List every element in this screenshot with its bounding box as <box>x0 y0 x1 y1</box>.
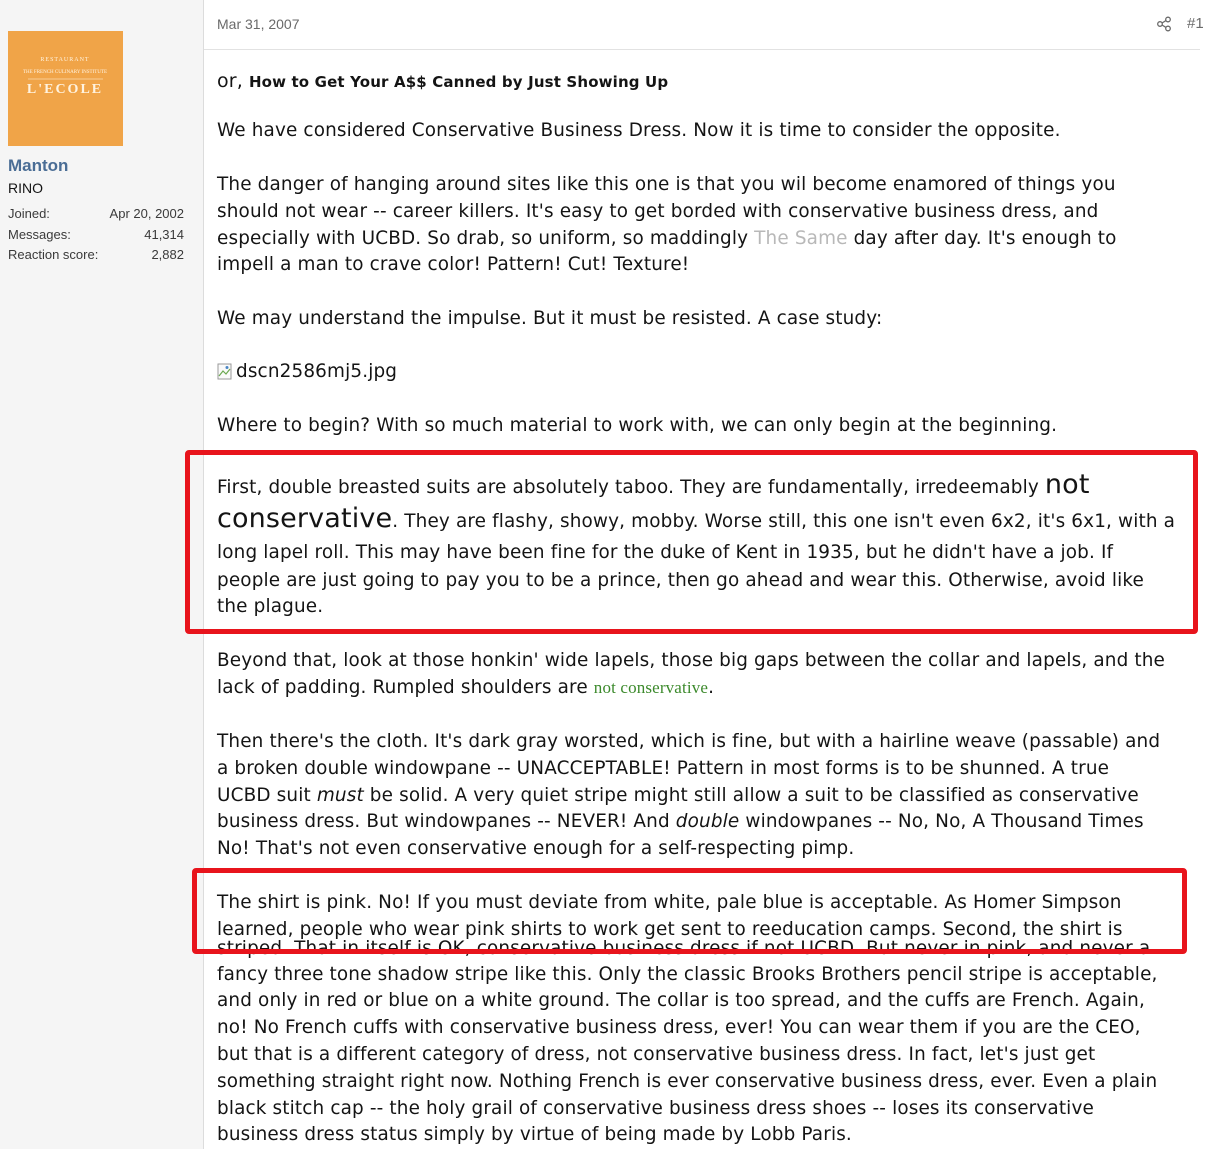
text-line: impell a man to crave color! Pattern! Cut! Texture! <box>217 254 690 276</box>
paragraph-impulse: We may understand the impulse. But it must be resisted. A case study: <box>217 308 883 329</box>
text-line: the plague. <box>217 596 324 617</box>
text-line: something straight right now. Nothing French is ever conservative business dress, ever. Even a plain <box>217 1070 1158 1092</box>
text-line: and only in red or blue on a white ground. The collar is too spread, and the cuffs are French. Again, <box>217 990 1145 1012</box>
text-line: conservative. They are flashy, showy, mobby. Worse still, this one isn't even 6x2, it's 6x1, with a <box>217 503 1176 534</box>
paragraph-intro: We have considered Conservative Business Dress. Now it is time to consider the opposite. <box>217 120 1061 141</box>
text-line: learned, people who wear pink shirts to work get sent to reeducation camps. Second, the shirt is <box>217 918 1123 940</box>
username-link[interactable]: Manton <box>8 156 69 175</box>
text-line: black stitch cap -- the holy grail of conservative business dress shoes -- loses its conservative <box>217 1097 1094 1119</box>
broken-image-icon <box>217 363 233 381</box>
avatar-logo-image <box>8 31 123 146</box>
post-date-link[interactable]: Mar 31, 2007 <box>217 16 300 32</box>
stat-value: Apr 20, 2002 <box>109 206 184 221</box>
text-line: UCBD suit must be solid. A very quiet stripe might still allow a suit to be classified as conservative <box>217 784 1139 806</box>
text-line: lack of padding. Rumpled shoulders are not conservative. <box>217 676 715 698</box>
paragraph-lapels <box>217 648 1165 702</box>
highlight-box-double-breasted <box>185 450 1198 634</box>
image-alt-text: dscn2586mj5.jpg <box>236 361 398 382</box>
highlight-box-shirt <box>192 868 1187 954</box>
post-number-link[interactable]: #1 <box>1187 15 1204 32</box>
text-line: The shirt is pink. No! If you must deviate from white, pale blue is acceptable. As Homer Simpson <box>217 892 1122 913</box>
text-line: Beyond that, look at those honkin' wide lapels, those big gaps between the collar and lapels, and the <box>217 650 1166 671</box>
post-header <box>204 0 1204 50</box>
stat-label: Reaction score: <box>8 247 99 262</box>
stat-label: Joined: <box>8 206 50 221</box>
stat-joined <box>8 204 184 225</box>
stat-reaction-score <box>8 245 184 266</box>
broken-image <box>217 359 397 386</box>
paragraph-begin: Where to begin? With so much material to work with, we can only begin at the beginning. <box>217 415 1058 436</box>
text-line: should not wear -- career killers. It's easy to get borded with conservative business dress, and <box>217 200 1099 222</box>
user-title: RINO <box>8 180 43 196</box>
post-subtitle <box>217 68 668 96</box>
stat-value: 2,882 <box>151 247 184 262</box>
user-sidebar <box>0 0 204 1149</box>
must-emphasis: must <box>316 784 364 806</box>
text-line: No! That's not even conservative enough for a self-respecting pimp. <box>217 838 855 860</box>
stat-label: Messages: <box>8 226 71 242</box>
text-line: long lapel roll. This may have been fine for the duke of Kent in 1935, but he didn't have a job. If <box>217 542 1114 563</box>
text-line: business dress status simply by virtue of being made by Lobb Paris. <box>217 1124 852 1146</box>
avatar-name-text: L'ECOLE <box>26 82 104 97</box>
the-same-text: The Same <box>754 227 848 249</box>
stat-messages <box>8 225 184 246</box>
share-icon[interactable] <box>1156 16 1172 32</box>
not-conservative-link[interactable]: not conservative <box>593 677 709 697</box>
double-emphasis: double <box>675 811 740 833</box>
subtitle-or: or, <box>217 70 243 92</box>
paragraph-danger <box>217 172 1117 279</box>
text-line: business dress. But windowpanes -- NEVER! And double windowpanes -- No, No, A Thousand Times <box>217 811 1144 833</box>
text-line: striped. That in itself is OK, conservative business dress if not UCBD. But never in pink, and never a <box>217 937 1151 959</box>
text-line: a broken double windowpane -- UNACCEPTABLE! Pattern in most forms is to be shunned. A true <box>217 757 1110 779</box>
avatar-top-text: RESTAURANT <box>40 57 90 63</box>
stat-value: 41,314 <box>144 226 184 242</box>
text-line: especially with UCBD. So drab, so uniform, so maddingly The Same day after day. It's enough to <box>217 227 1117 249</box>
avatar[interactable] <box>8 31 123 146</box>
conservative-emphasis: conservative <box>217 503 393 534</box>
text-line: people are just going to pay you to be a prince, then go ahead and wear this. Otherwise, avoid like <box>217 569 1144 591</box>
text-line: no! No French cuffs with conservative business dress, ever! You can wear them if you are the CEO, <box>217 1017 1141 1039</box>
avatar-arc-text: THE FRENCH CULINARY INSTITUTE <box>22 70 108 75</box>
subtitle-text: How to Get Your A$$ Canned by Just Showing Up <box>248 73 669 91</box>
text-line: First, double breasted suits are absolutely taboo. They are fundamentally, irredeemably not <box>217 469 1090 500</box>
user-stats <box>8 204 184 266</box>
text-line: fancy three tone shadow stripe like this. Only the classic Brooks Brothers pencil stripe is acceptable, <box>217 963 1158 985</box>
text-line: The danger of hanging around sites like this one is that you wil become enamored of things you <box>217 174 1116 195</box>
paragraph-cloth <box>217 729 1160 863</box>
not-emphasis: not <box>1044 469 1090 500</box>
text-line: Then there's the cloth. It's dark gray worsted, which is fine, but with a hairline weave (passable) and <box>217 731 1161 752</box>
text-line: but that is a different category of dress, not conservative business dress. In fact, let's just get <box>217 1043 1096 1065</box>
